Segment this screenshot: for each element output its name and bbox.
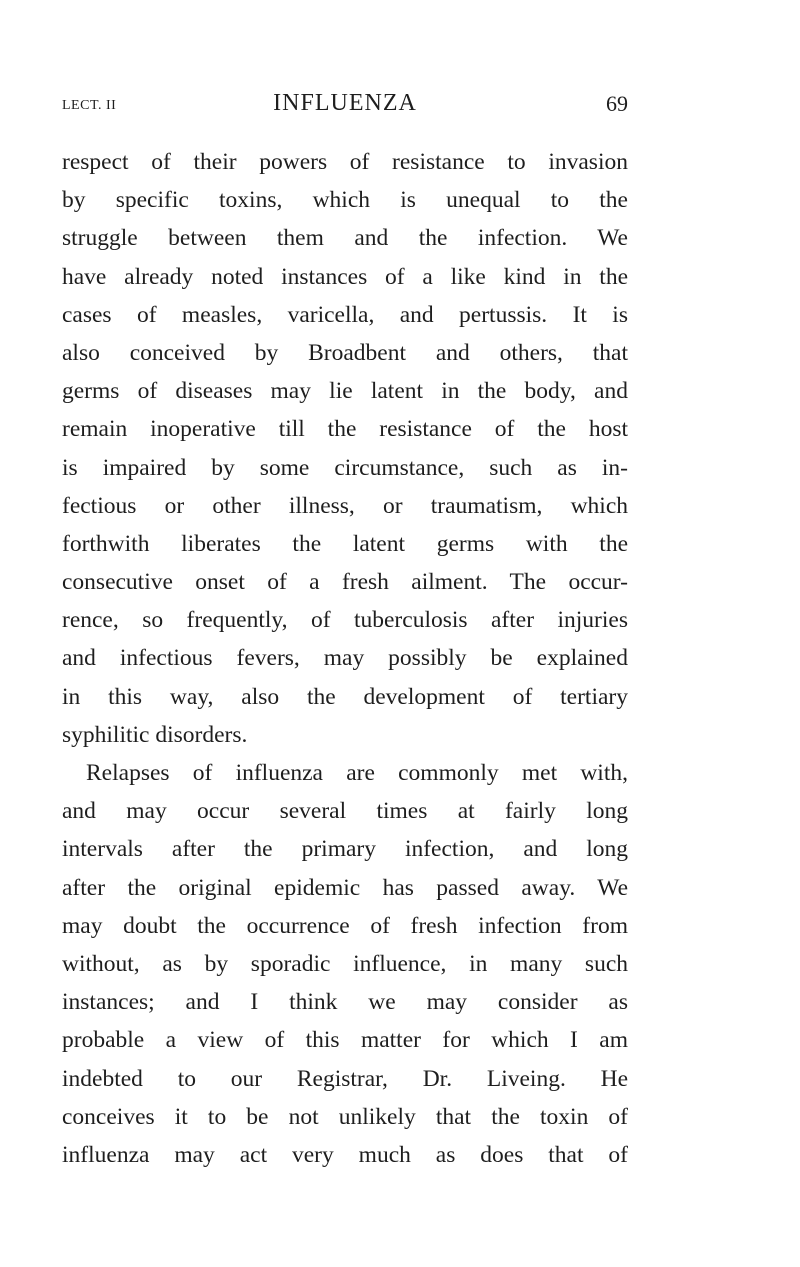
text-line: in this way, also the development of tertiary (62, 683, 628, 710)
text-line: after the original epidemic has passed away. We (62, 874, 628, 901)
text-line: by specific toxins, which is unequal to the (62, 187, 628, 214)
text-line: without, as by sporadic influence, in many such (62, 950, 628, 977)
text-line: struggle between them and the infection. We (62, 225, 628, 252)
text-line: consecutive onset of a fresh ailment. The occur- (62, 569, 628, 596)
running-header (62, 90, 628, 122)
text-line-paragraph-end: syphilitic disorders. (62, 721, 248, 748)
text-line: cases of measles, varicella, and pertussis. It is (62, 301, 628, 328)
text-line: fectious or other illness, or traumatism, which (62, 492, 628, 519)
text-line: intervals after the primary infection, and long (62, 836, 628, 863)
text-line: conceives it to be not unlikely that the toxin of (62, 1103, 628, 1130)
text-line: germs of diseases may lie latent in the body, and (62, 378, 628, 405)
text-line: and may occur several times at fairly long (62, 798, 628, 825)
text-line: have already noted instances of a like kind in the (62, 263, 628, 290)
text-line: influenza may act very much as does that of (62, 1141, 628, 1168)
text-line: may doubt the occurrence of fresh infection from (62, 912, 628, 939)
running-title: INFLUENZA (273, 90, 417, 116)
text-line: is impaired by some circumstance, such as in- (62, 454, 628, 481)
text-line: and infectious fevers, may possibly be explained (62, 645, 628, 672)
text-line: forthwith liberates the latent germs with the (62, 530, 628, 557)
text-line: remain inoperative till the resistance of the host (62, 416, 628, 443)
page-number: 69 (606, 91, 628, 116)
text-line: probable a view of this matter for which I am (62, 1027, 628, 1054)
text-line: also conceived by Broadbent and others, that (62, 339, 628, 366)
text-line: rence, so frequently, of tuberculosis after injuries (62, 607, 628, 634)
text-line: instances; and I think we may consider as (62, 989, 628, 1016)
text-line-paragraph-start: Relapses of influenza are commonly met with, (86, 760, 628, 786)
lecture-label: LECT. II (62, 98, 117, 113)
text-line: respect of their powers of resistance to invasion (62, 149, 628, 175)
text-line: indebted to our Registrar, Dr. Liveing. He (62, 1065, 628, 1092)
body-text (62, 143, 628, 1174)
